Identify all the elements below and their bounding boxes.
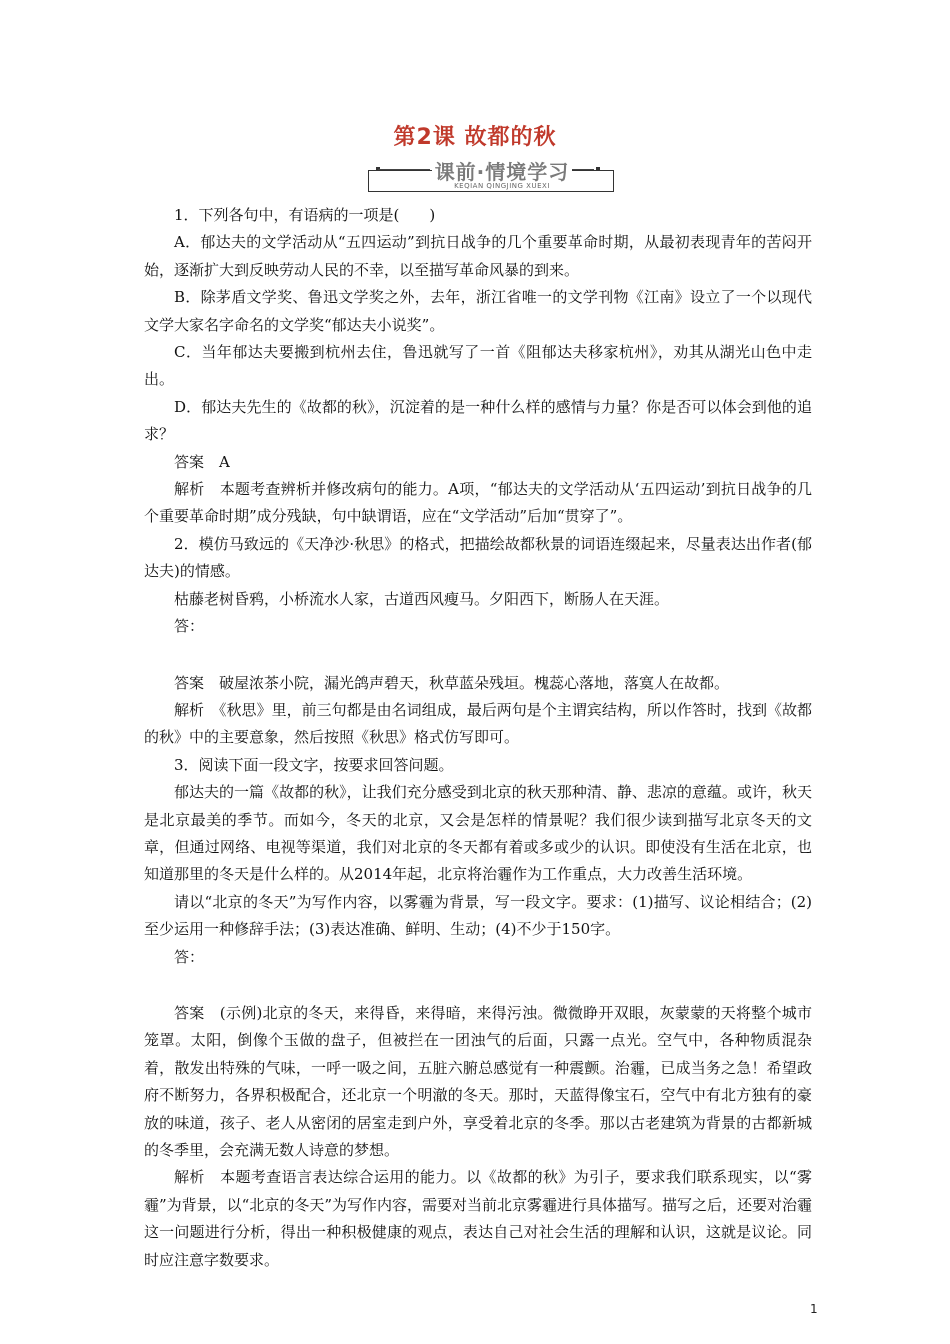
option-c: C．当年郁达夫要搬到杭州去住，鲁迅就写了一首《阻郁达夫移家杭州》，劝其从湖光山色中走出。 <box>144 343 812 389</box>
option-b: B．除茅盾文学奖、鲁迅文学奖之外，去年，浙江省唯一的文学刊物《江南》设立了一个以现代文学大家名字命名的文学奖“郁达夫小说奖”。 <box>144 288 812 334</box>
banner-dot-right <box>596 167 600 171</box>
banner-line-left <box>378 169 430 170</box>
lesson-title: 第2课 故都的秋 <box>393 125 557 150</box>
answer-1: 答案 A <box>174 452 230 471</box>
answer-3: 答案 (示例)北京的冬天，来得昏，来得暗，来得污浊。微微睁开双眼，灰蒙蒙的天将整个城市笼罩。太阳，倒像个玉做的盘子，但被拦在一团浊气的后面，只露一点光。空气中，各种物质混杂着，散发出特殊的气味，一呼一吸之间，五脏六腑总感觉有一种震颤。治霾，已成当务之急！希望政府不断努力，各界积极配合，还北京一个明澈的冬天。那时，天蓝得像宝石，空气中有北方独有的豪放的味道，孩子、老人从密闭的居室走到户外，享受着北京的冬季。那以古老建筑为背景的古都新城的冬季里，会充满无数人诗意的梦想。 <box>144 1003 812 1159</box>
poem-quote: 枯藤老树昏鸦，小桥流水人家，古道西风瘦马。夕阳西下，断肠人在天涯。 <box>174 589 670 608</box>
reading-passage: 郁达夫的一篇《故都的秋》，让我们充分感受到北京的秋天那种清、静、悲凉的意蕴。或许，秋天是北京最美的季节。而如今，冬天的北京，又会是怎样的情景呢？我们很少读到描写北京冬天的文章，但通过网络、电视等渠道，我们对北京的冬天都有着或多或少的认识。即使没有生活在北京，也知道那里的冬天是什么样的。从2014年起，北京将治霾作为工作重点，大力改善生活环境。 <box>144 783 812 884</box>
question-3: 3．阅读下面一段文字，按要求回答问题。 <box>174 755 454 774</box>
banner-label: 课前·情境学习 <box>432 156 572 185</box>
exercise-content <box>144 202 812 1274</box>
analysis-2: 解析 《秋思》里，前三句都是由名词组成，最后两句是个主谓宾结构，所以作答时，找到《故都的秋》中的主要意象，然后按照《秋思》格式仿写即可。 <box>144 700 812 747</box>
section-banner <box>368 158 616 194</box>
option-a: A．郁达夫的文学活动从“五四运动”到抗日战争的几个重要革命时期，从最初表现青年的苦闷开始，逐渐扩大到反映劳动人民的不幸，以至描写革命风暴的到来。 <box>144 233 812 279</box>
answer-space <box>144 641 812 670</box>
analysis-1: 解析 本题考查辨析并修改病句的能力。A项，“郁达夫的文学活动从‘五四运动’到抗日战争的几个重要革命时期”成分残缺，句中缺谓语，应在“文学活动”后加“贯穿了”。 <box>144 480 812 526</box>
page-number: 1 <box>810 1302 818 1316</box>
option-d: D．郁达夫先生的《故都的秋》，沉淀着的是一种什么样的感情与力量？你是否可以体会到他的追求？ <box>144 397 812 444</box>
answer-prompt-2: 答： <box>174 617 205 636</box>
question-2: 2．模仿马致远的《天净沙·秋思》的格式，把描绘故都秋景的词语连缀起来，尽量表达出作者(郁达夫)的情感。 <box>144 534 812 581</box>
banner-line-right <box>572 169 594 170</box>
analysis-3: 解析 本题考查语言表达综合运用的能力。以《故都的秋》为引子，要求我们联系现实，以“雾霾”为背景，以“北京的冬天”为写作内容，需要对当前北京雾霾进行具体描写。描写之后，还要对治霾这一问题进行分析，得出一种积极健康的观点，表达自己对社会生活的理解和认识，这就是议论。同时应注意字数要求。 <box>144 1168 813 1269</box>
question-1: 1．下列各句中，有语病的一项是( ) <box>174 206 436 224</box>
answer-prompt-3: 答： <box>174 947 205 966</box>
writing-prompt: 请以“北京的冬天”为写作内容，以雾霾为背景，写一段文字。要求：(1)描写、议论相结合；(2)至少运用一种修辞手法；(3)表达准确、鲜明、生动；(4)不少于150字。 <box>144 892 812 939</box>
banner-subtitle: KEQIAN QINGJING XUEXI <box>454 182 550 190</box>
answer-2: 答案 破屋浓茶小院，漏光鸽声碧天，秋草蓝朵残垣。槐蕊心落地，落寞人在故都。 <box>174 673 730 692</box>
answer-space <box>144 971 812 1000</box>
